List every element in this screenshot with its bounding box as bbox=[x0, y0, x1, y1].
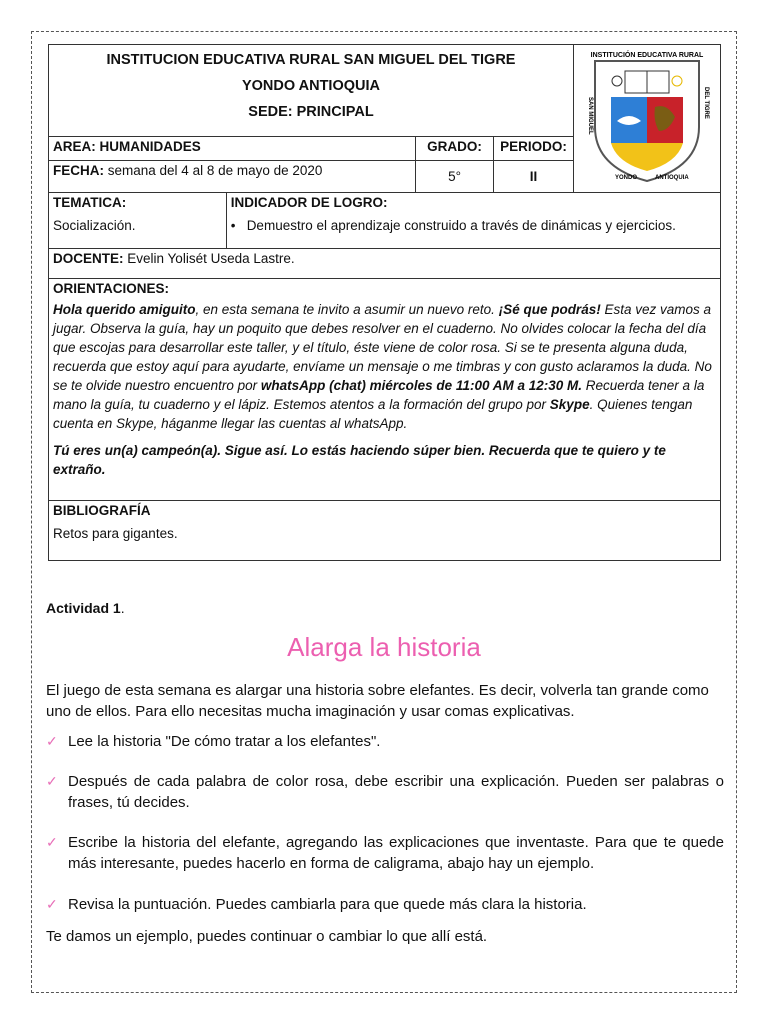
periodo-label: PERIODO: bbox=[494, 137, 574, 161]
checklist-item bbox=[46, 771, 724, 813]
text-span: . Quienes tengan cuenta en Skype, háganme llegar las cuentas al whatsApp. bbox=[53, 397, 693, 431]
institution-location: YONDO ANTIOQUIA bbox=[241, 78, 380, 94]
skype-text: Skype bbox=[549, 397, 590, 412]
orientaciones-label: ORIENTACIONES: bbox=[53, 281, 170, 296]
fecha-label: FECHA: bbox=[53, 162, 104, 178]
checklist-item bbox=[46, 894, 724, 915]
activity-label bbox=[46, 600, 125, 616]
docente-value: Evelin Yolisét Useda Lastre. bbox=[127, 251, 295, 266]
checklist-item-text: Escribe la historia del elefante, agregando las explicaciones que inventaste. Para que te quede más interesante, puedes hacerlo en forma de caligrama, abajo hay un ejemplo. bbox=[68, 834, 724, 872]
logo-top-text: INSTITUCIÓN EDUCATIVA RURAL bbox=[590, 52, 704, 59]
bibliografia-value: Retos para gigantes. bbox=[53, 526, 178, 541]
indicador-item bbox=[231, 218, 716, 233]
checklist-item bbox=[46, 731, 724, 752]
checklist-item-text: Revisa la puntuación. Puedes cambiarla para que quede más clara la historia. bbox=[68, 896, 587, 913]
greeting-text: Hola querido amiguito bbox=[53, 302, 196, 317]
orientaciones-paragraph-2: Tú eres un(a) campeón(a). Sigue así. Lo estás haciendo súper bien. Recuerda que te quiero y te extraño. bbox=[53, 443, 666, 477]
logo-bottom-right: ANTIOQUIA bbox=[654, 175, 689, 181]
indicador-value: Demuestro el aprendizaje construido a través de dinámicas y ejercicios. bbox=[246, 218, 676, 233]
header-table bbox=[48, 44, 721, 561]
logo-right-text: DEL TIGRE bbox=[702, 87, 709, 119]
whatsapp-schedule: whatsApp (chat) miércoles de 11:00 AM a 12:30 M. bbox=[260, 378, 582, 393]
activity-outro: Te damos un ejemplo, puedes continuar o cambiar lo que allí está. bbox=[46, 928, 488, 945]
activity-label-text: Actividad 1 bbox=[46, 600, 121, 616]
institution-sede: SEDE: PRINCIPAL bbox=[248, 104, 374, 120]
institution-header bbox=[49, 45, 574, 137]
docente-cell bbox=[49, 249, 721, 279]
grado-label: GRADO: bbox=[416, 137, 494, 161]
periodo-value: II bbox=[494, 160, 574, 192]
activity-label-suffix: . bbox=[120, 600, 125, 616]
bibliografia-cell bbox=[49, 501, 721, 561]
checkmark-icon: ✓ bbox=[46, 733, 58, 749]
area-cell: AREA: HUMANIDADES bbox=[49, 137, 416, 161]
text-span: , en esta semana te invito a asumir un nuevo reto. bbox=[195, 302, 499, 317]
school-crest-logo bbox=[581, 47, 713, 187]
grado-value: 5° bbox=[416, 160, 494, 192]
indicador-label: INDICADOR DE LOGRO: bbox=[230, 195, 388, 210]
checklist-item-text: Después de cada palabra de color rosa, debe escribir una explicación. Pueden ser palabras o frases, tú decides. bbox=[68, 773, 724, 811]
bullet-icon: • bbox=[230, 218, 247, 233]
text-span: Esta vez vamos a jugar. Observa la guía, hay un poquito que debes resolver en el cuaderno. No olvides colocar la fecha del día que escojas para desarrollar este taller, y el título, éste viene de color rosa. Si se te presenta alguna duda, recuerda que estoy aquí para ayudarte, envíame un mensaje o me timbras y con gusto aclaramos la duda. No se te olvide nuestro encuentro por bbox=[53, 302, 712, 393]
activity-title: Alarga la historia bbox=[287, 632, 481, 662]
bibliografia-label: BIBLIOGRAFÍA bbox=[53, 503, 151, 518]
text-span: Recuerda tener a la mano la guía, tu cuaderno y el lápiz. Estemos atentos a la formación del grupo por bbox=[53, 378, 705, 412]
tematica-cell bbox=[49, 193, 227, 249]
tematica-label: TEMATICA: bbox=[53, 195, 127, 210]
checkmark-icon: ✓ bbox=[46, 834, 58, 850]
logo-bottom-left: YONDO bbox=[614, 175, 637, 181]
logo-cell bbox=[573, 45, 720, 193]
checkmark-icon: ✓ bbox=[46, 896, 58, 912]
indicador-cell bbox=[226, 193, 720, 249]
fecha-cell bbox=[49, 160, 416, 192]
checklist-item-text: Lee la historia "De cómo tratar a los elefantes". bbox=[68, 733, 381, 750]
orientaciones-cell bbox=[49, 279, 721, 501]
checkmark-icon: ✓ bbox=[46, 773, 58, 789]
encouragement-text: ¡Sé que podrás! bbox=[498, 302, 601, 317]
orientaciones-text bbox=[53, 300, 716, 479]
tematica-value: Socialización. bbox=[53, 218, 136, 233]
logo-left-text: SAN MIGUEL bbox=[586, 97, 593, 135]
docente-label: DOCENTE: bbox=[53, 251, 124, 266]
institution-name: INSTITUCION EDUCATIVA RURAL SAN MIGUEL DEL TIGRE bbox=[106, 52, 516, 68]
orientaciones-paragraph-1 bbox=[53, 300, 716, 433]
checklist-item bbox=[46, 832, 724, 874]
activity-intro: El juego de esta semana es alargar una historia sobre elefantes. Es decir, volverla tan grande como uno de ellos. Para ello necesitas mucha imaginación y usar comas explicativas. bbox=[46, 682, 709, 720]
fecha-value: semana del 4 al 8 de mayo de 2020 bbox=[107, 162, 323, 178]
